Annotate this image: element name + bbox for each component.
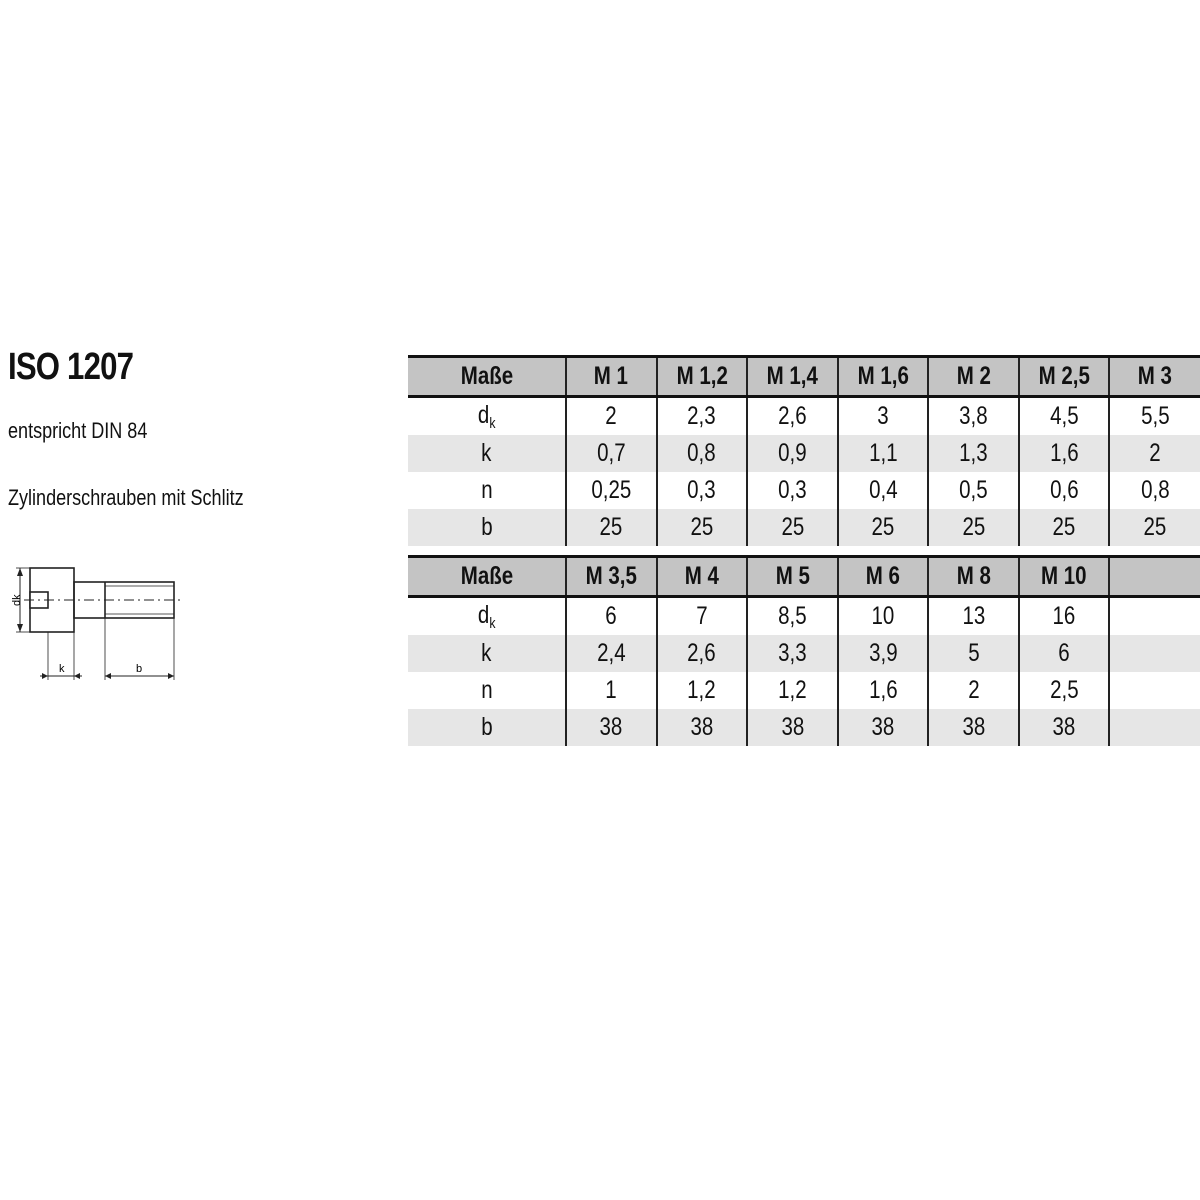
row-label: b xyxy=(408,509,566,546)
dimensions-table-1 xyxy=(408,355,1200,546)
table-cell: 0,8 xyxy=(657,435,748,472)
table-cell: 25 xyxy=(1109,509,1200,546)
table-row xyxy=(408,709,1200,746)
table-cell xyxy=(1109,635,1200,672)
screw-technical-drawing xyxy=(10,560,190,690)
table-cell xyxy=(1109,672,1200,709)
row-label: $d_k$ xyxy=(408,397,566,436)
table-cell: 2 xyxy=(1109,435,1200,472)
page-title: ISO 1207 xyxy=(8,346,134,388)
table-cell: 1,2 xyxy=(657,672,748,709)
table-cell xyxy=(1109,709,1200,746)
table-row xyxy=(408,435,1200,472)
table-cell xyxy=(1109,597,1200,636)
header-cell: M 1,2 xyxy=(657,357,748,397)
table-header-row xyxy=(408,557,1200,597)
header-cell: M 3,5 xyxy=(566,557,657,597)
table-cell: 2 xyxy=(566,397,657,436)
dimension-label-dk: dk xyxy=(11,594,23,606)
table-cell: 0,7 xyxy=(566,435,657,472)
table-cell: 0,25 xyxy=(566,472,657,509)
table-cell: 6 xyxy=(566,597,657,636)
table-cell: 2,6 xyxy=(747,397,838,436)
table-cell: 38 xyxy=(566,709,657,746)
table-cell: 1 xyxy=(566,672,657,709)
table-cell: 25 xyxy=(657,509,748,546)
table-cell: 5 xyxy=(928,635,1019,672)
table-row xyxy=(408,509,1200,546)
row-label: k xyxy=(408,635,566,672)
table-cell: 3,3 xyxy=(747,635,838,672)
table-cell: 3 xyxy=(838,397,929,436)
table-cell: 1,1 xyxy=(838,435,929,472)
table-cell: 38 xyxy=(838,709,929,746)
header-cell: M 1 xyxy=(566,357,657,397)
table-cell: 0,6 xyxy=(1019,472,1110,509)
table-row xyxy=(408,472,1200,509)
table-cell: 2 xyxy=(928,672,1019,709)
header-cell xyxy=(1109,557,1200,597)
table-header-row xyxy=(408,357,1200,397)
header-cell: M 1,6 xyxy=(838,357,929,397)
header-cell: M 1,4 xyxy=(747,357,838,397)
row-label: k xyxy=(408,435,566,472)
table-row xyxy=(408,672,1200,709)
table-cell: 38 xyxy=(657,709,748,746)
header-cell: M 5 xyxy=(747,557,838,597)
table-cell: 38 xyxy=(928,709,1019,746)
table-cell: 1,6 xyxy=(1019,435,1110,472)
table-cell: 2,5 xyxy=(1019,672,1110,709)
header-cell: M 6 xyxy=(838,557,929,597)
table-cell: 1,3 xyxy=(928,435,1019,472)
header-cell: M 2,5 xyxy=(1019,357,1110,397)
standard-equivalent: entspricht DIN 84 xyxy=(8,418,148,443)
header-cell: M 10 xyxy=(1019,557,1110,597)
table-cell: 7 xyxy=(657,597,748,636)
table-cell: 38 xyxy=(747,709,838,746)
table-cell: 38 xyxy=(1019,709,1110,746)
table-cell: 10 xyxy=(838,597,929,636)
table-cell: 3,9 xyxy=(838,635,929,672)
table-cell: 25 xyxy=(928,509,1019,546)
table-cell: 0,3 xyxy=(657,472,748,509)
header-cell: M 2 xyxy=(928,357,1019,397)
table-cell: 0,4 xyxy=(838,472,929,509)
table-cell: 25 xyxy=(1019,509,1110,546)
table-cell: 5,5 xyxy=(1109,397,1200,436)
table-cell: 2,3 xyxy=(657,397,748,436)
table-cell: 1,6 xyxy=(838,672,929,709)
row-label: $d_k$ xyxy=(408,597,566,636)
table-cell: 2,6 xyxy=(657,635,748,672)
dimension-label-k: k xyxy=(59,663,65,675)
table-cell: 0,9 xyxy=(747,435,838,472)
table-cell: 6 xyxy=(1019,635,1110,672)
header-cell: M 4 xyxy=(657,557,748,597)
table-cell: 3,8 xyxy=(928,397,1019,436)
table-cell: 0,8 xyxy=(1109,472,1200,509)
table-cell: 25 xyxy=(838,509,929,546)
header-cell: Maße xyxy=(408,357,566,397)
table-row xyxy=(408,635,1200,672)
dimensions-table-2 xyxy=(408,555,1200,746)
table-cell: 25 xyxy=(566,509,657,546)
row-label: n xyxy=(408,672,566,709)
table-cell: 0,3 xyxy=(747,472,838,509)
table-cell: 4,5 xyxy=(1019,397,1110,436)
product-description: Zylinderschrauben mit Schlitz xyxy=(8,485,244,510)
dimension-label-b: b xyxy=(136,663,143,675)
header-cell: M 8 xyxy=(928,557,1019,597)
table-cell: 8,5 xyxy=(747,597,838,636)
table-cell: 0,5 xyxy=(928,472,1019,509)
table-cell: 1,2 xyxy=(747,672,838,709)
table-cell: 16 xyxy=(1019,597,1110,636)
table-cell: 25 xyxy=(747,509,838,546)
table-cell: 2,4 xyxy=(566,635,657,672)
table-row xyxy=(408,597,1200,636)
row-label: n xyxy=(408,472,566,509)
header-cell: Maße xyxy=(408,557,566,597)
table-row xyxy=(408,397,1200,436)
header-cell: M 3 xyxy=(1109,357,1200,397)
row-label: b xyxy=(408,709,566,746)
table-cell: 13 xyxy=(928,597,1019,636)
